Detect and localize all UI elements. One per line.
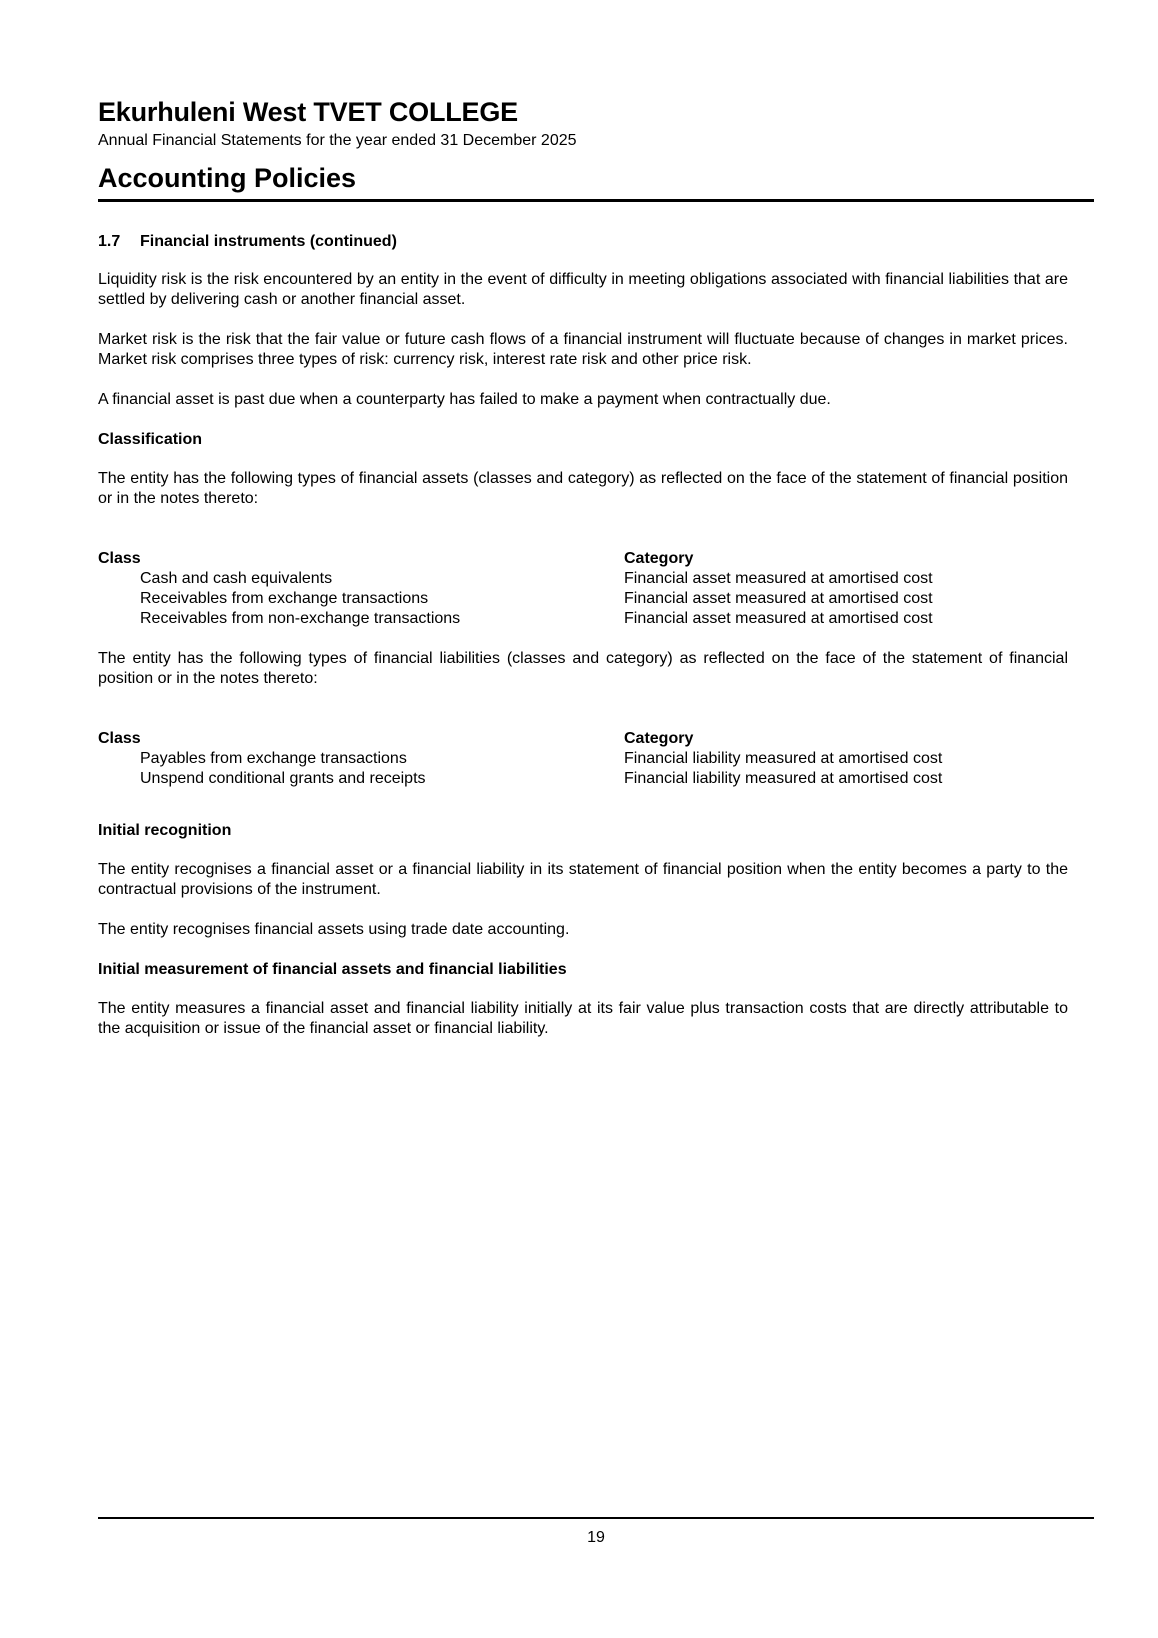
class-cell: Receivables from non-exchange transactions bbox=[140, 610, 461, 627]
table-row bbox=[98, 769, 1068, 789]
liquidity-risk-paragraph: Liquidity risk is the risk encountered by an entity in the event of difficulty in meeting obligations associated with financial liabilities that are settled by delivering cash or another financial asset. bbox=[98, 271, 1068, 308]
past-due-paragraph: A financial asset is past due when a counterparty has failed to make a payment when contractually due. bbox=[98, 391, 831, 408]
section-title: Financial instruments (continued) bbox=[140, 233, 397, 250]
table-row bbox=[98, 589, 1068, 609]
page-title: Accounting Policies bbox=[98, 163, 357, 193]
table-row bbox=[98, 569, 1068, 589]
liabilities-intro-paragraph: The entity has the following types of financial liabilities (classes and category) as reflected on the face of the statement of financial position or in the notes thereto: bbox=[98, 650, 1068, 687]
category-cell: Financial asset measured at amortised cost bbox=[624, 570, 933, 587]
column-header-category: Category bbox=[624, 730, 694, 747]
class-cell: Cash and cash equivalents bbox=[140, 570, 333, 587]
organisation-name: Ekurhuleni West TVET COLLEGE bbox=[98, 97, 518, 127]
liabilities-table bbox=[98, 729, 1068, 789]
initial-measurement-heading: Initial measurement of financial assets and financial liabilities bbox=[98, 961, 567, 978]
page-number: 19 bbox=[587, 1529, 605, 1546]
table-row bbox=[98, 609, 1068, 629]
initial-recognition-heading: Initial recognition bbox=[98, 822, 232, 839]
recognition-paragraph: The entity recognises a financial asset or a financial liability in its statement of financial position when the entity becomes a party to the contractual provisions of the instrument. bbox=[98, 861, 1068, 898]
class-cell: Receivables from exchange transactions bbox=[140, 590, 429, 607]
column-header-class: Class bbox=[98, 730, 141, 747]
table-header-row bbox=[98, 549, 1068, 569]
document-page bbox=[98, 0, 1094, 1638]
class-cell: Payables from exchange transactions bbox=[140, 750, 407, 767]
measurement-paragraph: The entity measures a financial asset and financial liability initially at its fair value plus transaction costs that are directly attributable to the acquisition or issue of the financial asset or financial liability. bbox=[98, 1000, 1068, 1037]
table-row bbox=[98, 749, 1068, 769]
header-rule bbox=[98, 199, 1094, 202]
market-risk-paragraph: Market risk is the risk that the fair value or future cash flows of a financial instrument will fluctuate because of changes in market prices. Market risk comprises three types of risk: currency risk, interest rate risk and other price risk. bbox=[98, 331, 1068, 368]
column-header-class: Class bbox=[98, 550, 141, 567]
page-content bbox=[98, 232, 1068, 1059]
column-header-category: Category bbox=[624, 550, 694, 567]
footer-rule bbox=[98, 1517, 1094, 1519]
classification-heading: Classification bbox=[98, 431, 203, 448]
statement-subtitle: Annual Financial Statements for the year ended 31 December 2025 bbox=[98, 132, 577, 149]
section-number: 1.7 bbox=[98, 233, 121, 250]
class-cell: Unspend conditional grants and receipts bbox=[140, 770, 426, 787]
table-header-row bbox=[98, 729, 1068, 749]
category-cell: Financial liability measured at amortised cost bbox=[624, 770, 943, 787]
assets-intro-paragraph: The entity has the following types of financial assets (classes and category) as reflected on the face of the statement of financial position or in the notes thereto: bbox=[98, 470, 1068, 507]
category-cell: Financial liability measured at amortised cost bbox=[624, 750, 943, 767]
section-heading bbox=[98, 232, 1068, 252]
category-cell: Financial asset measured at amortised cost bbox=[624, 610, 933, 627]
assets-table bbox=[98, 549, 1068, 629]
trade-date-paragraph: The entity recognises financial assets using trade date accounting. bbox=[98, 921, 570, 938]
category-cell: Financial asset measured at amortised cost bbox=[624, 590, 933, 607]
